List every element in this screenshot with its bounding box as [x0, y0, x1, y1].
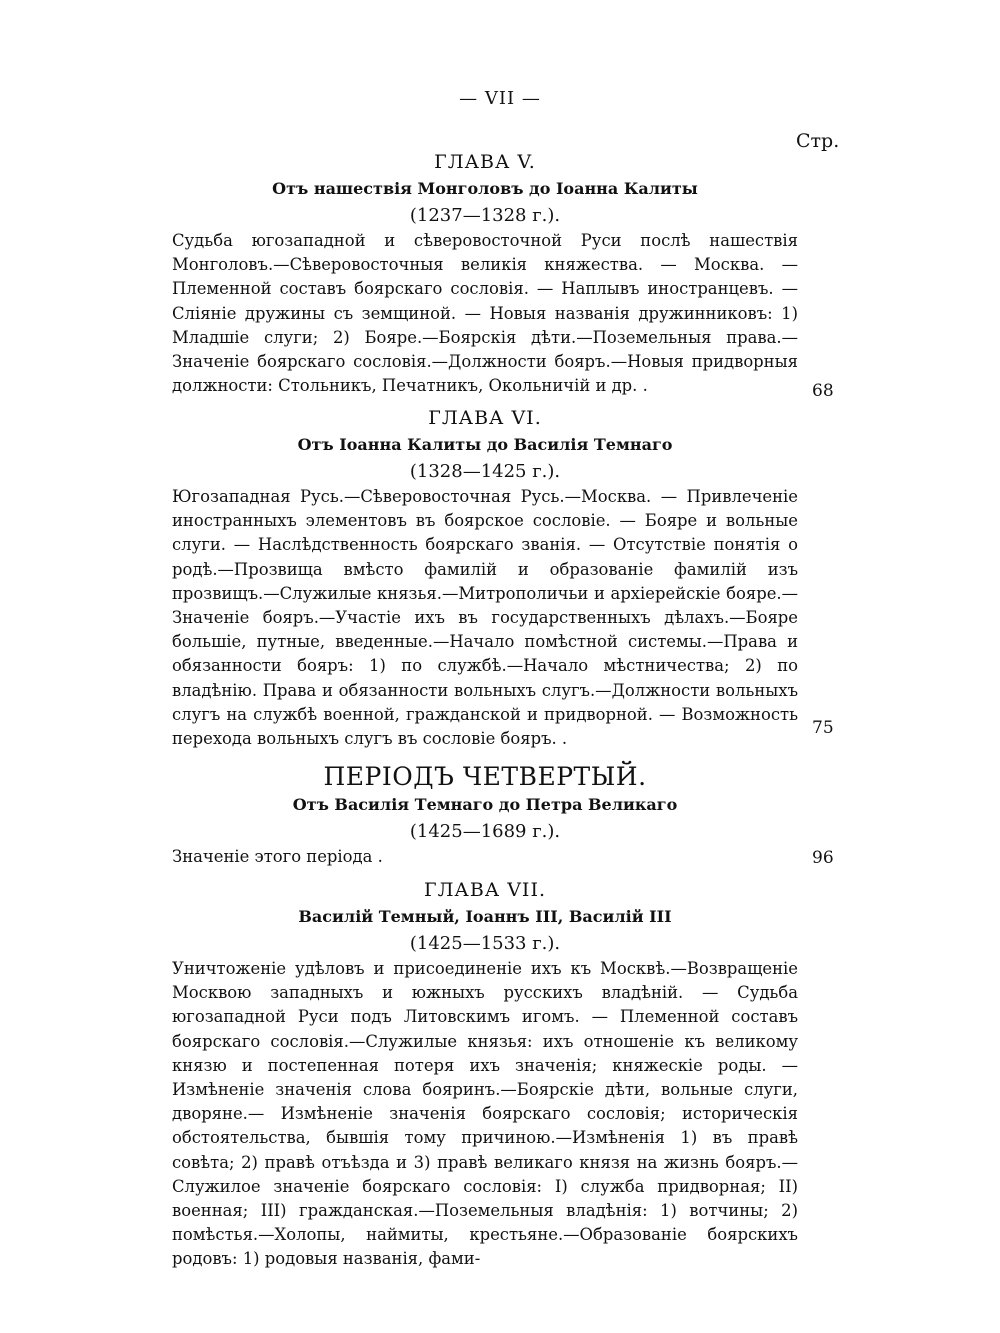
- period-heading: ПЕРІОДЪ ЧЕТВЕРТЫЙ.: [323, 762, 647, 791]
- chapter-dates: (1328—1425 г.).: [409, 461, 561, 482]
- period-subtitle: Отъ Василія Темнаго до Петра Великаго: [292, 795, 678, 814]
- chapter-summary: Югозападная Русь.—Сѣверовосточная Русь.—Москва. — Привлеченіе иностранныхъ элементовъ въ боярское сословіе. — Бояре и вольные слуги. — Наслѣдственность боярскаго званія. — Отсутствіе понятія о родѣ.—Прозвища вмѣсто фамилій и образованіе фамилій изъ прозвищъ.—Служилые князья.—Митрополичьи и архіерейскіе бояре.—Значеніе бояръ.—Участіе ихъ въ государственныхъ дѣлахъ.—Бояре большіе, путные, введенные.—Начало помѣстной системы.—Права и обязанности бояръ: 1) по службѣ.—Начало мѣстничества; 2) по владѣнію. Права и обязанности вольныхъ слугъ.—Должности вольныхъ слугъ на службѣ военной, гражданской и придворной. — Возможность перехода вольныхъ слугъ въ сословіе бояръ. .: [172, 487, 798, 749]
- chapter-heading: ГЛАВА VII.: [424, 879, 546, 901]
- chapter-heading: ГЛАВА VI.: [428, 407, 542, 429]
- chapter-heading: ГЛАВА V.: [434, 151, 536, 173]
- chapter-subtitle: Отъ Іоанна Калиты до Василія Темнаго: [297, 435, 673, 454]
- chapter-5-page-ref: 68: [812, 381, 834, 401]
- chapter-subtitle: Отъ нашествія Монголовъ до Іоанна Калиты: [272, 179, 698, 198]
- period-4-page-ref: 96: [812, 848, 834, 868]
- page-column-label: Стр.: [796, 130, 840, 152]
- page-number-header: — VII —: [459, 88, 541, 109]
- period-summary: Значеніе этого періода .: [172, 847, 383, 866]
- chapter-dates: (1425—1533 г.).: [409, 933, 561, 954]
- chapter-subtitle: Василій Темный, Іоаннъ III, Василій III: [298, 907, 672, 926]
- period-4-section: [172, 762, 798, 869]
- chapter-7-section: [172, 876, 798, 1272]
- chapter-summary: Судьба югозападной и сѣверовосточной Руси послѣ нашествія Монголовъ.—Сѣверовосточныя великія княжества. — Москва. — Племенной составъ боярскаго сословія. — Наплывъ иностранцевъ. — Сліяніе дружины съ земщиной. — Новыя названія дружинниковъ: 1) Младшіе слуги; 2) Бояре.—Боярскія дѣти.—Поземельныя права.—Значеніе боярскаго сословія.—Должности бояръ.—Новыя придворныя должности: Стольникъ, Печатникъ, Окольничій и др. .: [172, 231, 798, 396]
- chapter-dates: (1237—1328 г.).: [409, 205, 561, 226]
- chapter-5-section: [172, 148, 798, 398]
- period-dates: (1425—1689 г.).: [409, 821, 561, 842]
- chapter-summary: Уничтоженіе удѣловъ и присоединеніе ихъ къ Москвѣ.—Возвращеніе Москвою западныхъ и южныхъ русскихъ владѣній. — Судьба югозападной Руси подъ Литовскимъ игомъ. — Племенной составъ боярскаго сословія.—Служилые князья: ихъ отношеніе къ великому князю и постепенная потеря ихъ значенія; княжескіе роды. — Измѣненіе значенія слова бояринъ.—Боярскіе дѣти, вольные слуги, дворяне.— Измѣненіе значенія боярскаго сословія; историческія обстоятельства, бывшія тому причиною.—Измѣненія 1) въ правѣ совѣта; 2) правѣ отъѣзда и 3) правѣ великаго князя на жизнь бояръ.—Служилое значеніе боярскаго сословія: I) служба придворная; II) военная; III) гражданская.—Поземельныя владѣнія: 1) вотчины; 2) помѣстья.—Холопы, наймиты, крестьяне.—Образованіе боярскихъ родовъ: 1) родовыя названія, фами-: [172, 959, 798, 1269]
- chapter-6-section: [172, 404, 798, 751]
- chapter-6-page-ref: 75: [812, 718, 834, 738]
